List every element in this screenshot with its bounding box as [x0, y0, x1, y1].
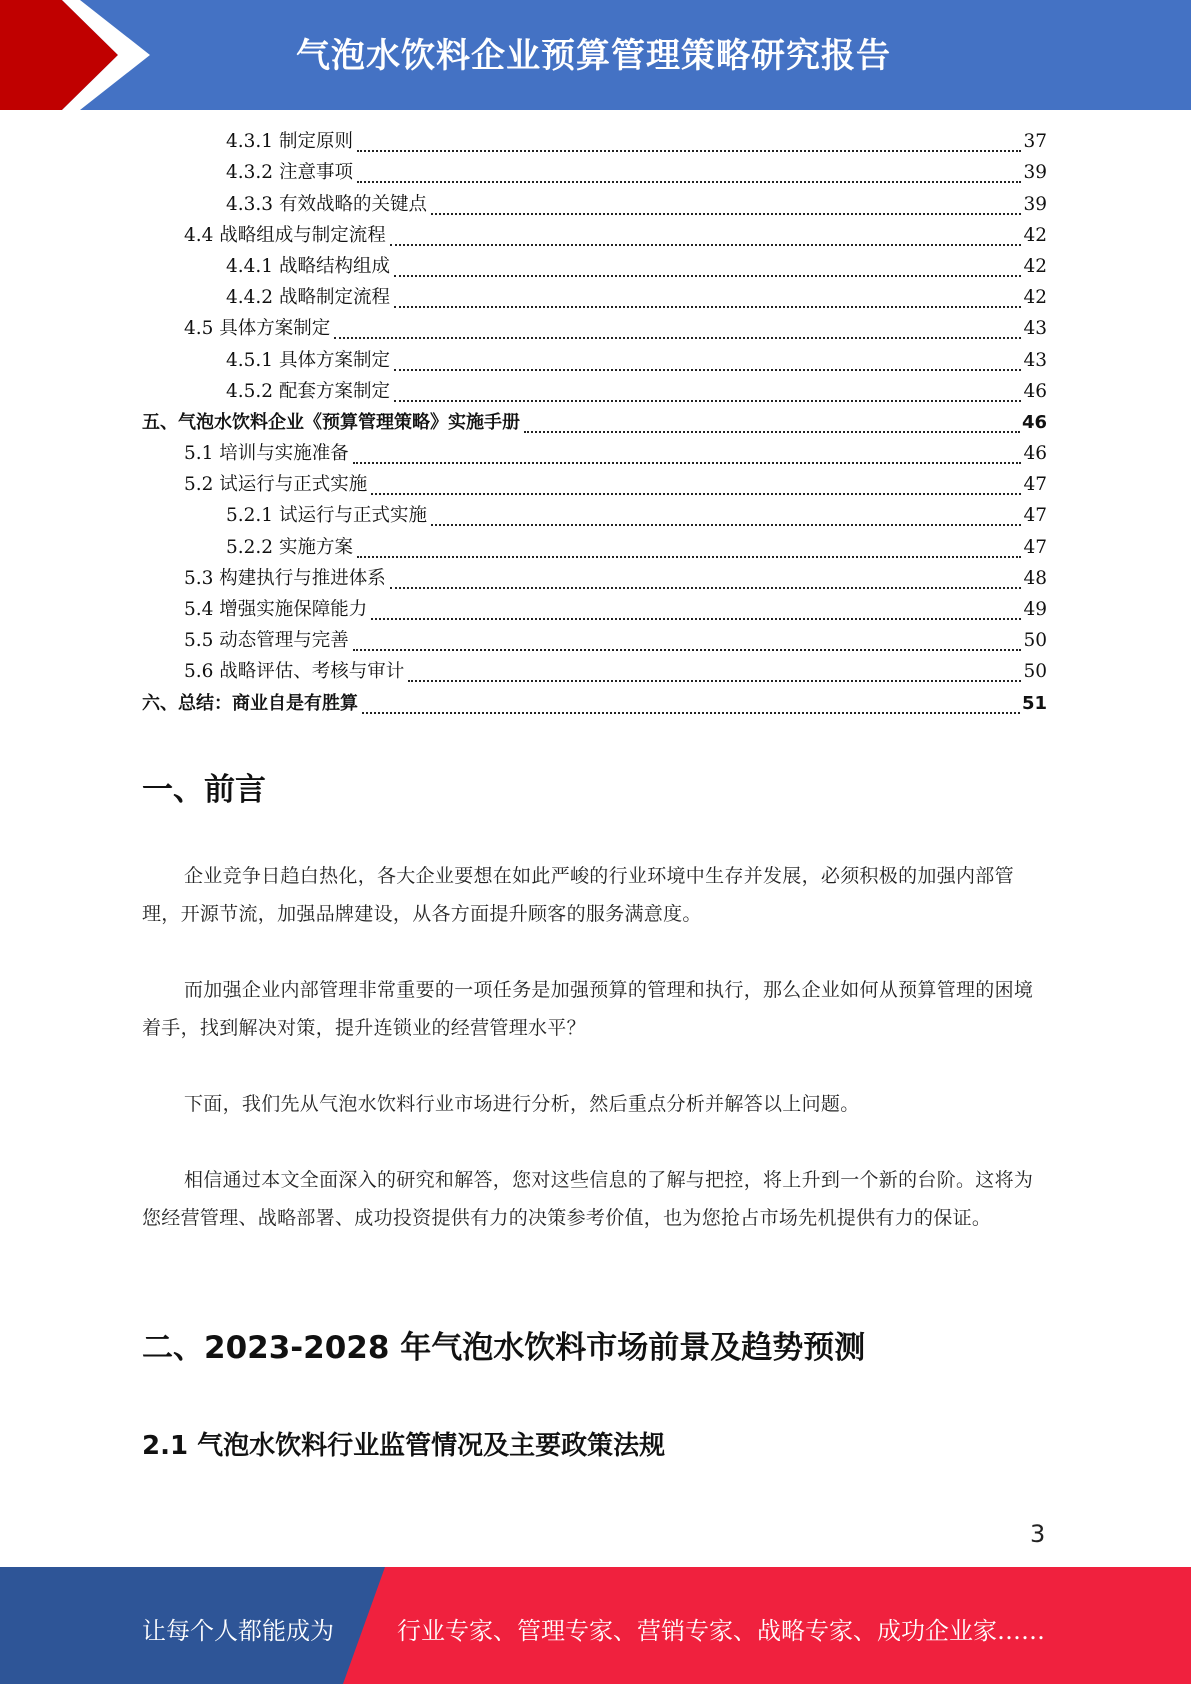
paragraph: 企业竞争日趋白热化，各大企业要想在如此严峻的行业环境中生存并发展，必须积极的加强内部管理，开源节流，加强品牌建设，从各方面提升顾客的服务满意度。 — [142, 865, 1014, 925]
toc-entry-label: 4.5 具体方案制定 — [184, 318, 331, 340]
header-title: 气泡水饮料企业预算管理策略研究报告 — [296, 36, 891, 76]
toc-entry-page: 47 — [1023, 505, 1047, 527]
toc-entry-page: 50 — [1023, 630, 1047, 652]
toc-entry[interactable] — [142, 344, 1047, 375]
toc-entry-label: 5.4 增强实施保障能力 — [184, 599, 368, 620]
toc-leader-dots — [408, 658, 1021, 682]
toc-entry-page: 39 — [1023, 162, 1047, 184]
toc-leader-dots — [353, 440, 1022, 464]
toc-entry[interactable] — [142, 282, 1047, 313]
page-number: 3 — [1030, 1520, 1046, 1548]
toc-entry-page: 47 — [1023, 536, 1047, 558]
toc-entry[interactable] — [142, 625, 1047, 656]
toc-entry-label: 4.4.2 战略制定流程 — [226, 287, 390, 309]
toc-leader-dots — [431, 502, 1021, 526]
toc-leader-dots — [357, 128, 1022, 152]
table-of-contents — [142, 126, 1047, 719]
toc-entry-page: 42 — [1023, 224, 1047, 246]
page-footer — [0, 1567, 1191, 1684]
paragraph: 而加强企业内部管理非常重要的一项任务是加强预算的管理和执行，那么企业如何从预算管理的困境着手，找到解决对策，提升连锁业的经营管理水平？ — [142, 979, 1034, 1039]
toc-entry-label: 五、气泡水饮料企业《预算管理策略》实施手册 — [142, 411, 520, 433]
toc-entry[interactable] — [142, 469, 1047, 500]
toc-leader-dots — [390, 565, 1022, 589]
toc-entry-label: 4.5.1 具体方案制定 — [226, 349, 390, 371]
toc-leader-dots — [431, 191, 1021, 215]
toc-leader-dots — [394, 253, 1021, 277]
toc-entry[interactable] — [142, 251, 1047, 282]
toc-entry[interactable] — [142, 594, 1047, 625]
section-heading-preface: 一、前言 — [142, 772, 266, 808]
toc-entry-label: 4.5.2 配套方案制定 — [226, 380, 390, 402]
toc-entry-label: 4.3.2 注意事项 — [226, 162, 353, 184]
toc-entry-label: 5.6 战略评估、考核与审计 — [184, 661, 405, 683]
toc-entry-page: 49 — [1023, 599, 1047, 620]
toc-entry[interactable] — [142, 531, 1047, 562]
toc-entry-label: 六、总结：商业自是有胜算 — [142, 692, 358, 714]
toc-leader-dots — [524, 409, 1020, 433]
toc-leader-dots — [394, 378, 1021, 402]
toc-entry-label: 4.4 战略组成与制定流程 — [184, 224, 386, 246]
paragraph: 下面，我们先从气泡水饮料行业市场进行分析，然后重点分析并解答以上问题。 — [184, 1093, 860, 1115]
toc-entry[interactable] — [142, 220, 1047, 251]
page-header — [0, 0, 1191, 110]
toc-entry[interactable] — [142, 500, 1047, 531]
toc-entry-page: 37 — [1023, 131, 1047, 153]
toc-leader-dots — [357, 159, 1022, 183]
toc-entry[interactable] — [142, 126, 1047, 157]
toc-entry-label: 5.2.2 实施方案 — [226, 536, 353, 558]
toc-leader-dots — [334, 315, 1021, 339]
toc-entry-label: 4.4.1 战略结构组成 — [226, 255, 390, 277]
toc-entry-label: 4.3.3 有效战略的关键点 — [226, 193, 427, 215]
toc-entry[interactable] — [142, 563, 1047, 594]
toc-leader-dots — [390, 222, 1022, 246]
toc-entry-page: 46 — [1023, 443, 1047, 465]
toc-entry[interactable] — [142, 313, 1047, 344]
toc-entry[interactable] — [142, 687, 1047, 718]
paragraph: 相信通过本文全面深入的研究和解答，您对这些信息的了解与把控，将上升到一个新的台阶。这将为您经营管理、战略部署、成功投资提供有力的决策参考价值，也为您抢占市场先机提供有力的保证。 — [142, 1169, 1034, 1229]
toc-entry-page: 48 — [1023, 567, 1047, 589]
toc-entry[interactable] — [142, 407, 1047, 438]
toc-leader-dots — [357, 534, 1022, 558]
toc-leader-dots — [394, 284, 1021, 308]
toc-entry-page: 43 — [1023, 349, 1047, 371]
toc-entry[interactable] — [142, 438, 1047, 469]
toc-entry-label: 5.3 构建执行与推进体系 — [184, 567, 386, 589]
toc-entry-page: 46 — [1021, 411, 1047, 433]
toc-entry-page: 47 — [1023, 474, 1047, 496]
footer-slogan-left: 让每个人都能成为 — [142, 1617, 334, 1645]
toc-entry[interactable] — [142, 188, 1047, 219]
toc-entry-page: 42 — [1023, 255, 1047, 277]
toc-entry-page: 51 — [1021, 692, 1047, 714]
toc-leader-dots — [371, 471, 1021, 495]
header-chevron-icon — [0, 0, 160, 110]
subsection-heading: 2.1 气泡水饮料行业监管情况及主要政策法规 — [142, 1431, 666, 1461]
toc-entry[interactable] — [142, 157, 1047, 188]
toc-entry-label: 5.2 试运行与正式实施 — [184, 474, 368, 496]
toc-leader-dots — [371, 596, 1021, 620]
toc-entry[interactable] — [142, 376, 1047, 407]
section-heading-market: 二、2023-2028 年气泡水饮料市场前景及趋势预测 — [142, 1330, 866, 1366]
toc-entry[interactable] — [142, 656, 1047, 687]
toc-leader-dots — [362, 690, 1020, 714]
toc-entry-page: 39 — [1023, 193, 1047, 215]
toc-entry-page: 46 — [1023, 380, 1047, 402]
toc-leader-dots — [353, 627, 1022, 651]
toc-entry-page: 43 — [1023, 318, 1047, 340]
toc-leader-dots — [394, 347, 1021, 371]
toc-entry-page: 42 — [1023, 287, 1047, 309]
toc-entry-page: 50 — [1023, 661, 1047, 683]
footer-slogan-right: 行业专家、管理专家、营销专家、战略专家、成功企业家…… — [397, 1617, 1045, 1645]
toc-entry-label: 5.5 动态管理与完善 — [184, 630, 349, 652]
toc-entry-label: 5.1 培训与实施准备 — [184, 443, 349, 465]
toc-entry-label: 4.3.1 制定原则 — [226, 131, 353, 153]
toc-entry-label: 5.2.1 试运行与正式实施 — [226, 505, 427, 527]
